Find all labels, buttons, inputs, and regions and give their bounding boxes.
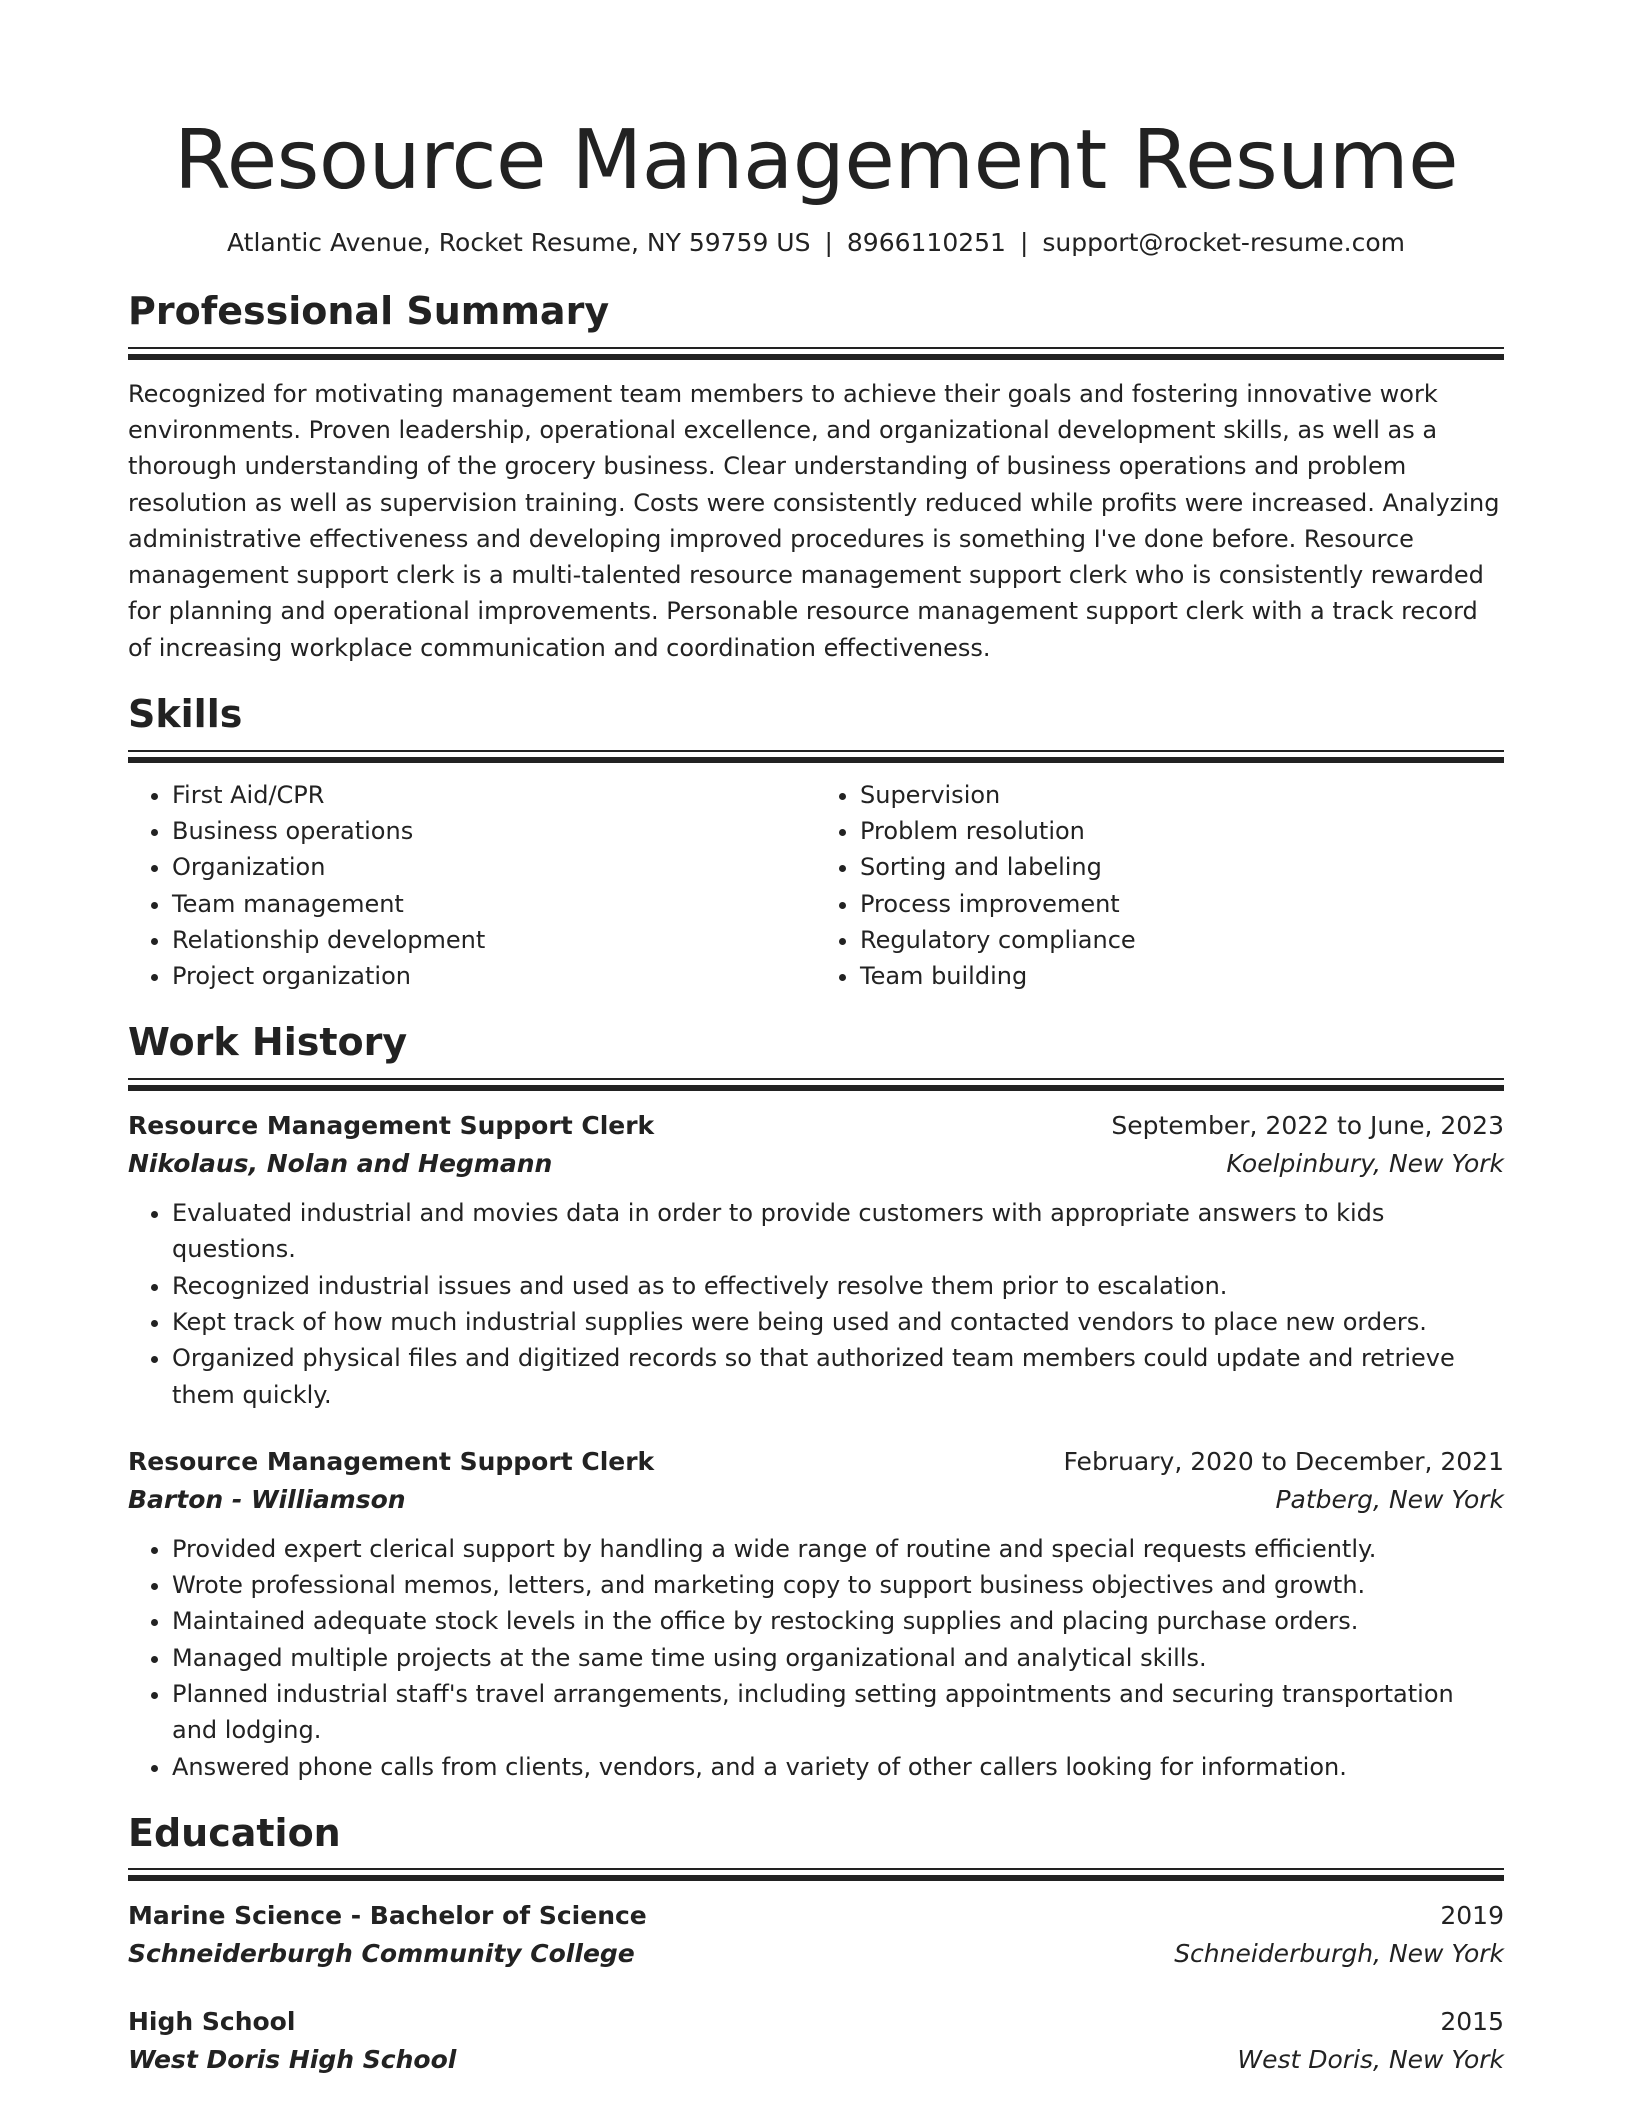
- skill-item: • Problem resolution: [860, 813, 1504, 849]
- education-school: West Doris High School: [128, 2045, 457, 2075]
- job-location: Patberg, New York: [1275, 1484, 1504, 1514]
- skill-item: • Organization: [172, 849, 816, 885]
- contact-line: [128, 228, 1504, 257]
- job-bullet: • Recognized industrial issues and used as to effectively resolve them prior to escalation.: [172, 1268, 1504, 1304]
- education-entry: [128, 2003, 1504, 2079]
- section-heading-work: Work History: [128, 1020, 408, 1065]
- job-bullet: • Planned industrial staff's travel arrangements, including setting appointments and securing transportation and lodging.: [172, 1676, 1504, 1749]
- skills-list-right: [816, 777, 1504, 995]
- skill-item: • Process improvement: [860, 886, 1504, 922]
- skill-item: • Relationship development: [172, 922, 816, 958]
- skills-list-left: [128, 777, 816, 995]
- skill-item: • Business operations: [172, 813, 816, 849]
- summary-text: Recognized for motivating management team members to achieve their goals and fostering innovative work environments. Proven leadership, operational excellence, and organizational development skills, as well as a thorough understanding of the grocery business. Clear understanding of business operations and problem resolution as well as supervision training. Costs were consistently reduced while profits were increased. Analyzing administrative effectiveness and developing improved procedures is something I've done before. Resource management support clerk is a multi-talented resource management support clerk who is consistently rewarded for planning and operational improvements. Personable resource management support clerk with a track record of increasing workplace communication and coordination effectiveness.: [128, 379, 1500, 662]
- job-title: Resource Management Support Clerk: [128, 1446, 655, 1476]
- section-rule: [128, 750, 1504, 763]
- section-rule: [128, 347, 1504, 360]
- job-bullet: • Organized physical files and digitized records so that authorized team members could update and retrieve them quickly.: [172, 1340, 1504, 1413]
- education-school: Schneiderburgh Community College: [128, 1939, 635, 1969]
- job-dates: February, 2020 to December, 2021: [1063, 1446, 1504, 1476]
- education-location: West Doris, New York: [1237, 2045, 1504, 2075]
- education-degree: Marine Science - Bachelor of Science: [128, 1901, 647, 1931]
- job-bullet: • Provided expert clerical support by handling a wide range of routine and special requests efficiently.: [172, 1531, 1504, 1567]
- job-title: Resource Management Support Clerk: [128, 1111, 655, 1141]
- education-section: [128, 1811, 1504, 2080]
- work-section: [128, 1020, 1504, 1784]
- education-location: Schneiderburgh, New York: [1174, 1939, 1504, 1969]
- job-bullet: • Maintained adequate stock levels in the office by restocking supplies and placing purchase orders.: [172, 1603, 1504, 1639]
- education-year: 2015: [1440, 2007, 1504, 2037]
- job-company: Barton - Williamson: [128, 1484, 406, 1514]
- job-bullet: • Answered phone calls from clients, vendors, and a variety of other callers looking for information.: [172, 1749, 1504, 1785]
- skill-item: • Supervision: [860, 777, 1504, 813]
- contact-separator: |: [1019, 228, 1029, 258]
- section-heading-skills: Skills: [128, 692, 243, 737]
- skill-item: • First Aid/CPR: [172, 777, 816, 813]
- education-year: 2019: [1440, 1901, 1504, 1931]
- job-bullet: • Kept track of how much industrial supplies were being used and contacted vendors to place new orders.: [172, 1304, 1504, 1340]
- section-rule: [128, 1868, 1504, 1881]
- resume-title: Resource Management Resume: [173, 113, 1459, 208]
- job-bullet: • Evaluated industrial and movies data in order to provide customers with appropriate answers to kids questions.: [172, 1195, 1504, 1268]
- skill-item: • Team management: [172, 886, 816, 922]
- job-company: Nikolaus, Nolan and Hegmann: [128, 1149, 553, 1179]
- education-entry: [128, 1897, 1504, 1973]
- phone: 8966110251: [846, 228, 1006, 258]
- education-degree: High School: [128, 2007, 296, 2037]
- address: Atlantic Avenue, Rocket Resume, NY 59759 US: [226, 228, 811, 258]
- skill-item: • Project organization: [172, 958, 816, 994]
- section-heading-summary: Professional Summary: [128, 289, 610, 334]
- section-rule: [128, 1078, 1504, 1091]
- section-heading-education: Education: [128, 1810, 341, 1855]
- skills-columns: [128, 777, 1504, 995]
- summary-section: [128, 289, 1504, 666]
- skills-section: [128, 692, 1504, 994]
- job-entry: [128, 1443, 1504, 1785]
- job-entry: [128, 1107, 1504, 1413]
- contact-separator: |: [824, 228, 833, 258]
- job-dates: September, 2022 to June, 2023: [1111, 1111, 1504, 1141]
- skill-item: • Sorting and labeling: [860, 849, 1504, 885]
- job-location: Koelpinbury, New York: [1226, 1149, 1504, 1179]
- email: support@rocket-resume.com: [1042, 228, 1406, 258]
- job-bullet: • Wrote professional memos, letters, and marketing copy to support business objectives and growth.: [172, 1567, 1504, 1603]
- skill-item: • Team building: [860, 958, 1504, 994]
- skill-item: • Regulatory compliance: [860, 922, 1504, 958]
- resume-page: [128, 0, 1504, 2079]
- job-bullets: [128, 1531, 1504, 1785]
- job-bullet: • Managed multiple projects at the same time using organizational and analytical skills.: [172, 1640, 1504, 1676]
- job-bullets: [128, 1195, 1504, 1413]
